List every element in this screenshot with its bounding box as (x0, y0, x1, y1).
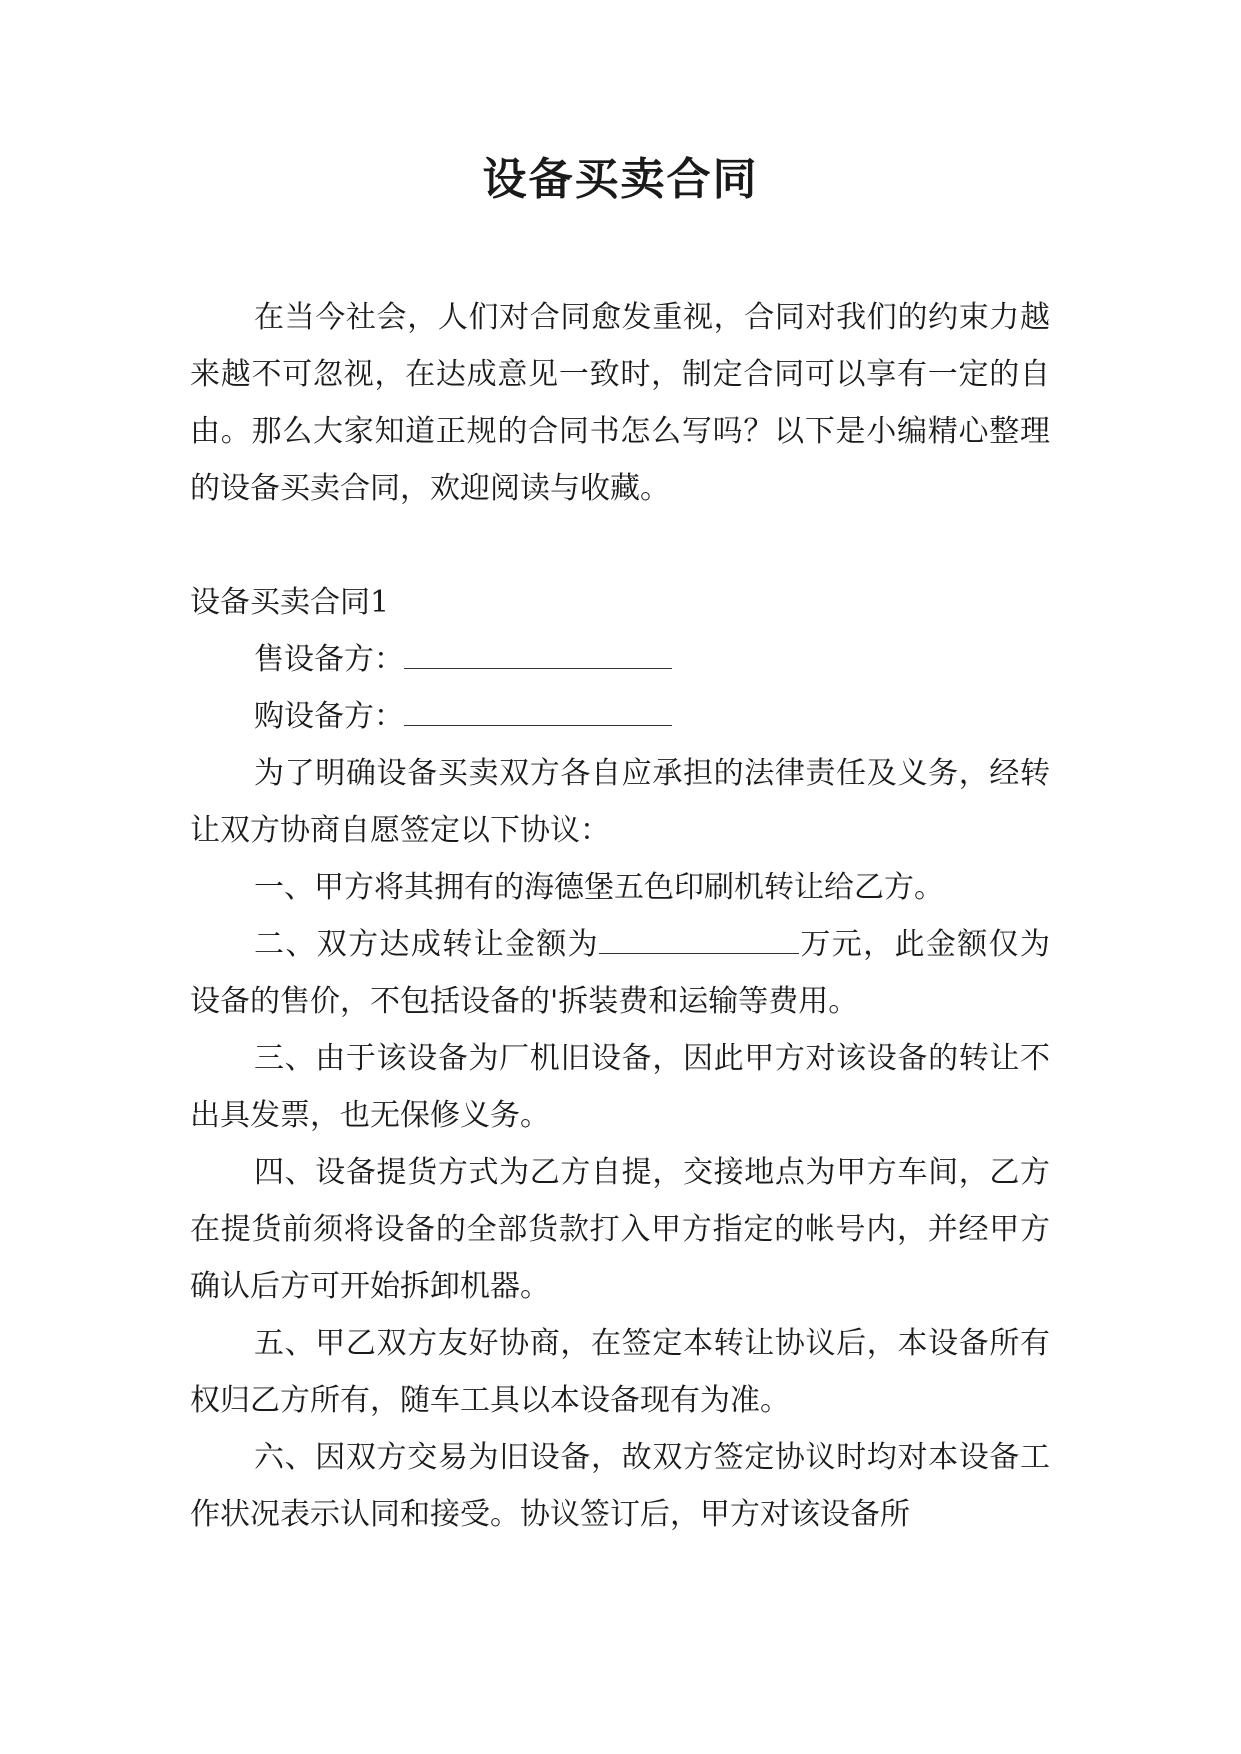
seller-label: 售设备方： (254, 642, 404, 677)
clause-1: 一、甲方将其拥有的海德堡五色印刷机转让给乙方。 (254, 870, 944, 905)
clause-6: 六、因双方交易为旧设备，故双方签定协议时均对本设备工作状况表示认同和接受。协议签订后，甲方对该设备所 (190, 1440, 1050, 1532)
clause-5: 五、甲乙双方友好协商，在签定本转让协议后，本设备所有权归乙方所有，随车工具以本设备现有为准。 (190, 1326, 1050, 1418)
intro-paragraph: 在当今社会，人们对合同愈发重视，合同对我们的约束力越来越不可忽视，在达成意见一致时，制定合同可以享有一定的自由。那么大家知道正规的合同书怎么写吗？以下是小编精心整理的设备买卖合同，欢迎阅读与收藏。 (190, 300, 1050, 506)
buyer-line (190, 688, 1050, 745)
clause-2-before: 二、双方达成转让金额为 (254, 927, 600, 962)
document-title: 设备买卖合同 (482, 154, 759, 205)
seller-line (190, 631, 1050, 688)
amount-blank (599, 925, 799, 954)
seller-blank (404, 640, 672, 669)
buyer-label: 购设备方： (254, 699, 404, 734)
document-body (190, 289, 1050, 1543)
section-heading: 设备买卖合同1 (190, 585, 390, 620)
clause-3: 三、由于该设备为厂机旧设备，因此甲方对该设备的转让不出具发票，也无保修义务。 (190, 1041, 1050, 1133)
buyer-blank (404, 697, 672, 726)
paragraph-spacer (190, 517, 1050, 574)
clause-2 (190, 916, 1050, 1030)
preamble-paragraph: 为了明确设备买卖双方各自应承担的法律责任及义务，经转让双方协商自愿签定以下协议： (190, 756, 1050, 848)
clause-4: 四、设备提货方式为乙方自提，交接地点为甲方车间，乙方在提货前须将设备的全部货款打入甲方指定的帐号内，并经甲方确认后方可开始拆卸机器。 (190, 1155, 1050, 1304)
clause-2-after: 万元，此金额仅为设备的售价，不包括设备的'拆装费和运输等费用。 (190, 927, 1051, 1019)
